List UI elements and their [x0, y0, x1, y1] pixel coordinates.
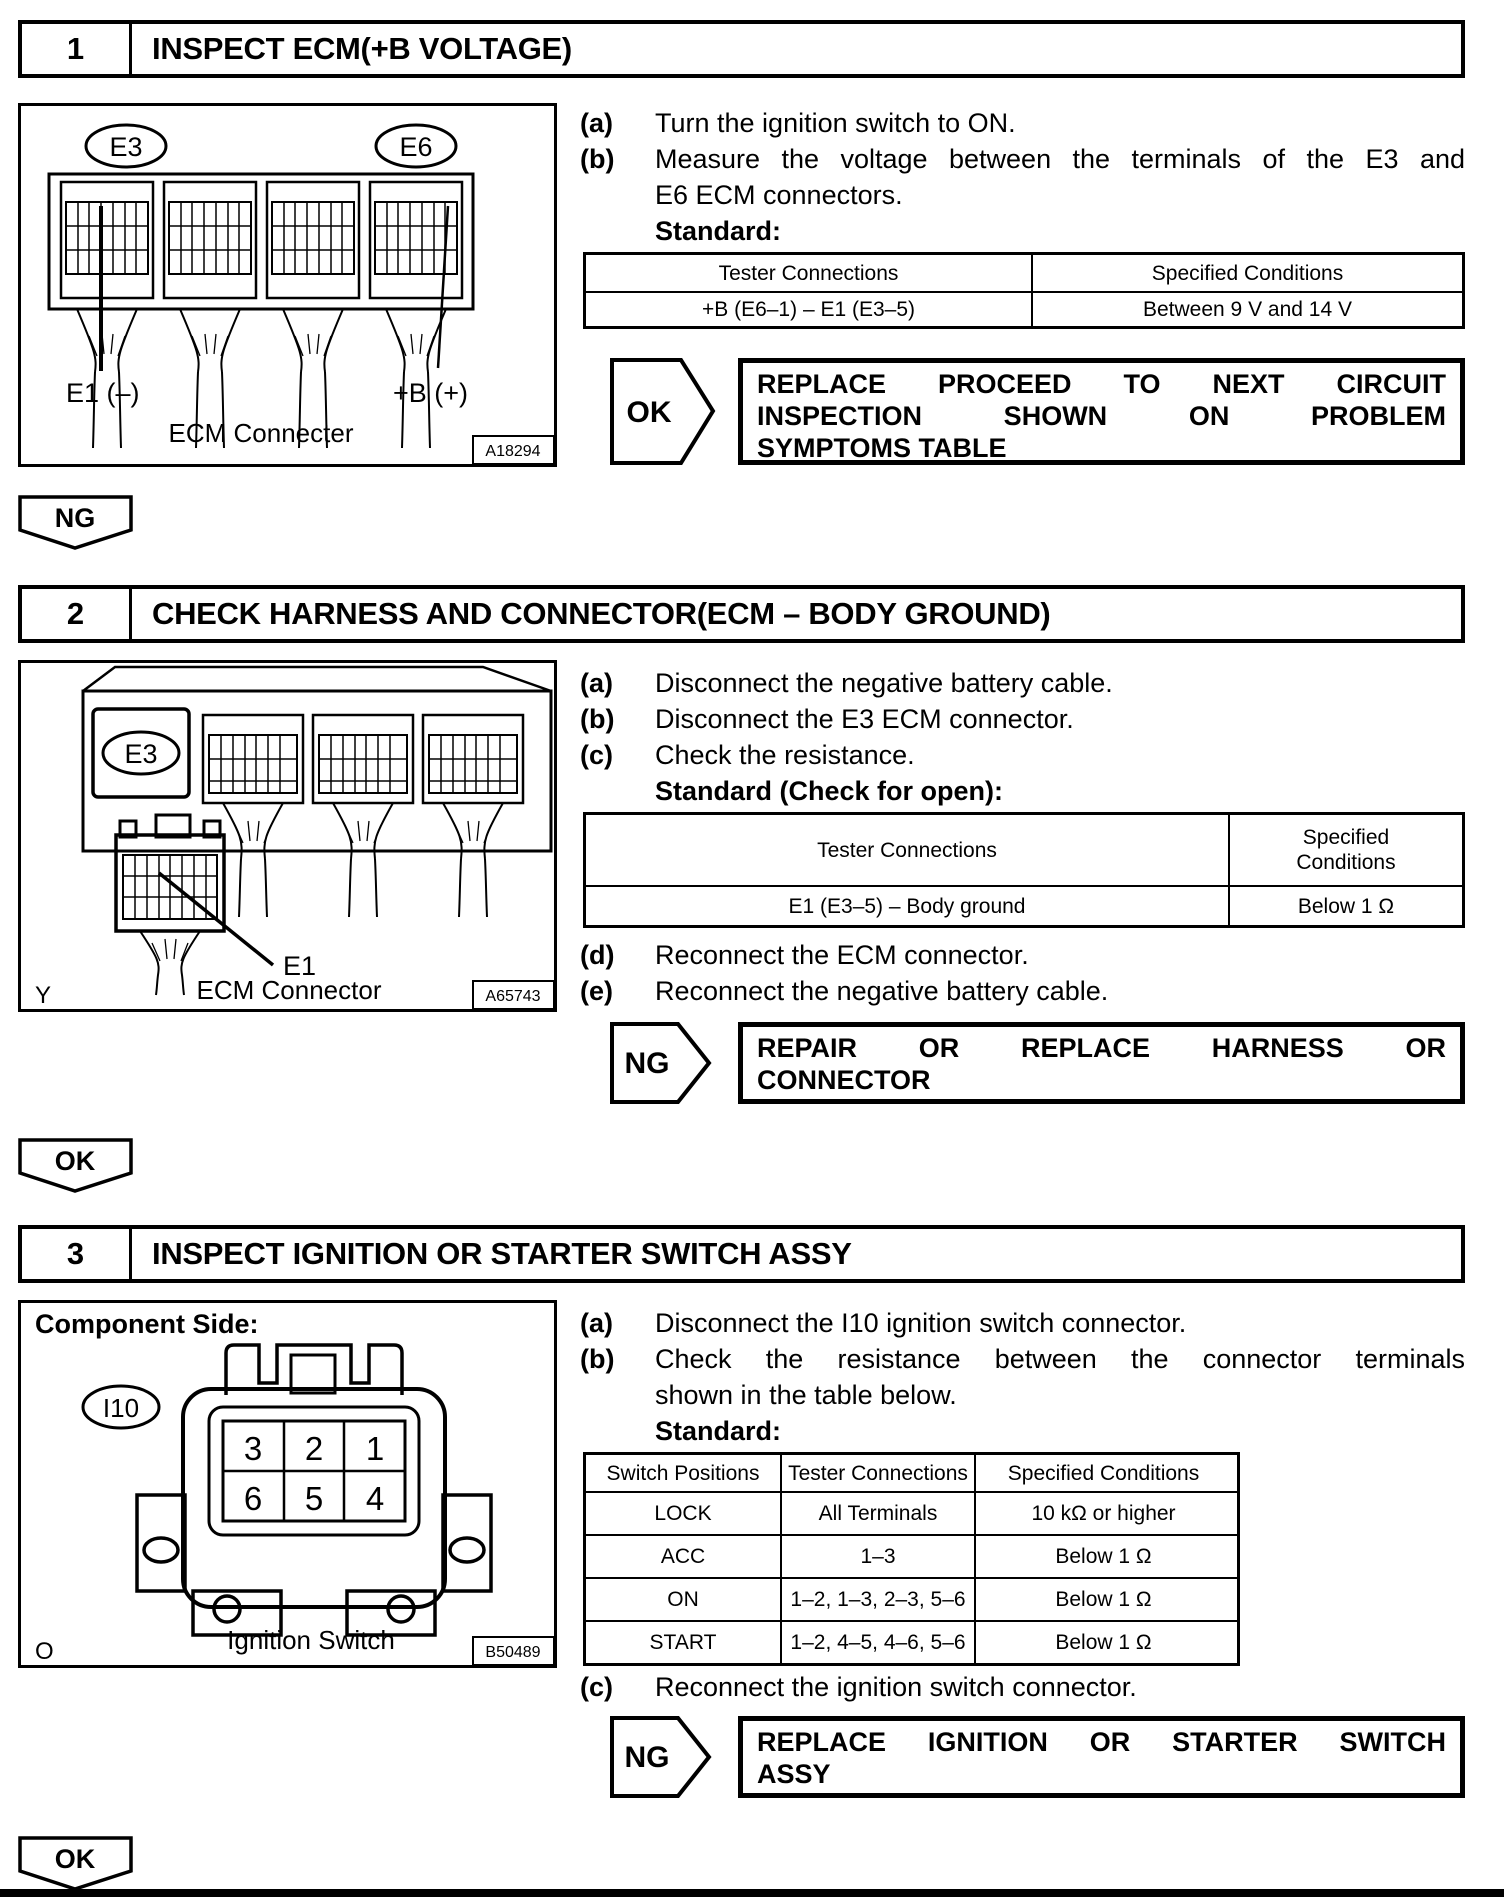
table-cell: Below 1 Ω — [974, 1622, 1231, 1663]
table-header-cell: Specified Conditions — [974, 1455, 1231, 1491]
table-header-row — [586, 1455, 1237, 1491]
table-cell: ACC — [660, 1545, 706, 1568]
step1-title: INSPECT ECM(+B VOLTAGE) — [152, 31, 572, 66]
instruction-marker: (d) — [580, 940, 615, 970]
step3-action-box — [738, 1716, 1465, 1798]
standard-label: Standard (Check for open): — [655, 776, 1004, 806]
action-line: CONNECTOR — [757, 1065, 931, 1095]
action-line: REPLACE PROCEED TO NEXT CIRCUIT — [757, 369, 1446, 399]
step1-action-box — [738, 358, 1465, 465]
figure-caption: Ignition Switch — [227, 1625, 395, 1655]
action-line: SYMPTOMS TABLE — [757, 433, 1007, 463]
step3-table — [583, 1452, 1240, 1666]
instruction-text: Check the resistance. — [655, 740, 915, 770]
verdict-label: NG — [624, 1741, 670, 1774]
instruction-text: Disconnect the I10 ignition switch connector. — [655, 1308, 1187, 1338]
flow-label: NG — [54, 503, 96, 533]
table-cell: All Terminals — [780, 1493, 974, 1534]
action-line: INSPECTION SHOWN ON PROBLEM — [757, 401, 1446, 431]
instruction-marker: (b) — [580, 1344, 615, 1374]
table-cell: Below 1 Ω — [974, 1579, 1231, 1620]
step2-header — [18, 585, 1465, 643]
step2-figure — [18, 660, 557, 1012]
step2-number: 2 — [22, 589, 132, 639]
table-header-row — [586, 255, 1462, 291]
flow-label: OK — [54, 1844, 96, 1874]
instruction-text: Check the resistance between the connector terminals — [655, 1344, 1465, 1374]
instruction-text: Turn the ignition switch to ON. — [655, 108, 1016, 138]
step3-header — [18, 1225, 1465, 1283]
table-header-cell: Specified Conditions — [1228, 815, 1462, 885]
instruction-text: Reconnect the negative battery cable. — [655, 976, 1109, 1006]
table-row — [586, 885, 1462, 925]
connector-label-e3: E3 — [109, 132, 143, 162]
instruction-marker: (c) — [580, 1672, 613, 1702]
instruction-marker: (a) — [580, 108, 613, 138]
page-bottom-rule — [0, 1889, 1504, 1897]
table-cell: ON — [667, 1588, 699, 1611]
terminal-4: 4 — [365, 1480, 385, 1517]
step3-title: INSPECT IGNITION OR STARTER SWITCH ASSY — [152, 1236, 852, 1271]
terminal-1: 1 — [365, 1430, 385, 1467]
table-cell: LOCK — [654, 1502, 712, 1525]
ignition-switch-diagram — [21, 1303, 554, 1665]
figure-caption: ECM Connector — [196, 975, 382, 1005]
standard-label: Standard: — [655, 216, 782, 246]
terminal-6: 6 — [243, 1480, 263, 1517]
table-cell: Between 9 V and 14 V — [1031, 293, 1462, 326]
instruction-text: Disconnect the E3 ECM connector. — [655, 704, 1074, 734]
table-cell: 1–2, 1–3, 2–3, 5–6 — [780, 1579, 974, 1620]
terminal-5: 5 — [304, 1480, 324, 1517]
table-cell: Below 1 Ω — [974, 1536, 1231, 1577]
step1-header — [18, 20, 1465, 78]
figure-id: B50489 — [485, 1644, 541, 1661]
table-header-cell: Specified Conditions — [1031, 255, 1462, 291]
instruction-text: Disconnect the negative battery cable. — [655, 668, 1113, 698]
table-header-row — [586, 815, 1462, 885]
instruction-text: shown in the table below. — [655, 1380, 957, 1410]
figure-id: A18294 — [485, 443, 541, 460]
connector-label-e6: E6 — [399, 132, 433, 162]
figure-header: Component Side: — [35, 1309, 259, 1339]
step1-table — [583, 252, 1465, 329]
action-line: REPLACE IGNITION OR STARTER SWITCH — [757, 1727, 1446, 1757]
connector-label-i10: I10 — [102, 1393, 140, 1423]
table-cell: 1–2, 4–5, 4–6, 5–6 — [780, 1622, 974, 1663]
action-line: REPAIR OR REPLACE HARNESS OR — [757, 1033, 1446, 1063]
figure-id: A65743 — [485, 988, 541, 1005]
terminal-2: 2 — [304, 1430, 324, 1467]
instruction-text: Reconnect the ignition switch connector. — [655, 1672, 1137, 1702]
step2-table — [583, 812, 1465, 928]
flow-ng-connector — [18, 495, 134, 556]
verdict-label: NG — [624, 1047, 670, 1080]
step1-verdict-arrow — [610, 358, 716, 470]
instruction-text: Reconnect the ECM connector. — [655, 940, 1029, 970]
table-header-cell: Switch Positions — [606, 1461, 760, 1485]
instruction-marker: (c) — [580, 740, 613, 770]
verdict-label: OK — [626, 396, 672, 429]
table-cell: E1 (E3–5) – Body ground — [788, 894, 1026, 918]
flow-ok-connector — [18, 1836, 134, 1897]
action-line: ASSY — [757, 1759, 831, 1789]
ecm-connector-diagram — [21, 663, 554, 1009]
flow-label: OK — [54, 1146, 96, 1176]
table-header-cell: Tester Connections — [718, 261, 899, 285]
table-row — [586, 291, 1462, 326]
ecm-connector-diagram — [21, 106, 554, 464]
instruction-marker: (e) — [580, 976, 613, 1006]
table-row — [586, 1491, 1237, 1534]
table-header-cell: Tester Connections — [780, 1455, 974, 1491]
terminal-label-e1: E1 (–) — [66, 378, 140, 408]
step3-figure — [18, 1300, 557, 1668]
connector-label-e3: E3 — [124, 739, 158, 769]
instruction-text: Measure the voltage between the terminals of the E3 and — [655, 144, 1465, 174]
instruction-text: E6 ECM connectors. — [655, 180, 903, 210]
instruction-marker: (b) — [580, 144, 615, 174]
step2-action-box — [738, 1022, 1465, 1104]
flow-ok-connector — [18, 1138, 134, 1199]
instruction-marker: (b) — [580, 704, 615, 734]
terminal-label-plus-b: +B (+) — [393, 378, 469, 408]
terminal-3: 3 — [243, 1430, 263, 1467]
standard-label: Standard: — [655, 1416, 782, 1446]
step1-figure — [18, 103, 557, 467]
step1-number: 1 — [22, 24, 132, 74]
instruction-marker: (a) — [580, 1308, 613, 1338]
step2-verdict-arrow — [610, 1022, 712, 1109]
table-cell: +B (E6–1) – E1 (E3–5) — [701, 298, 916, 321]
step3-number: 3 — [22, 1229, 132, 1279]
table-cell: 1–3 — [780, 1536, 974, 1577]
table-row — [586, 1620, 1237, 1663]
figure-corner-mark: O — [35, 1638, 54, 1665]
step3-verdict-arrow — [610, 1716, 712, 1803]
table-cell: START — [649, 1631, 717, 1654]
table-cell: 10 kΩ or higher — [974, 1493, 1231, 1534]
figure-corner-mark: Y — [35, 982, 52, 1009]
terminal-label-e1: E1 — [283, 951, 317, 981]
step2-title: CHECK HARNESS AND CONNECTOR(ECM – BODY GROUND) — [152, 596, 1051, 631]
figure-caption: ECM Connecter — [168, 418, 354, 448]
table-row — [586, 1534, 1237, 1577]
table-cell: Below 1 Ω — [1228, 887, 1462, 925]
table-row — [586, 1577, 1237, 1620]
table-header-cell: Tester Connections — [817, 838, 997, 862]
instruction-marker: (a) — [580, 668, 613, 698]
